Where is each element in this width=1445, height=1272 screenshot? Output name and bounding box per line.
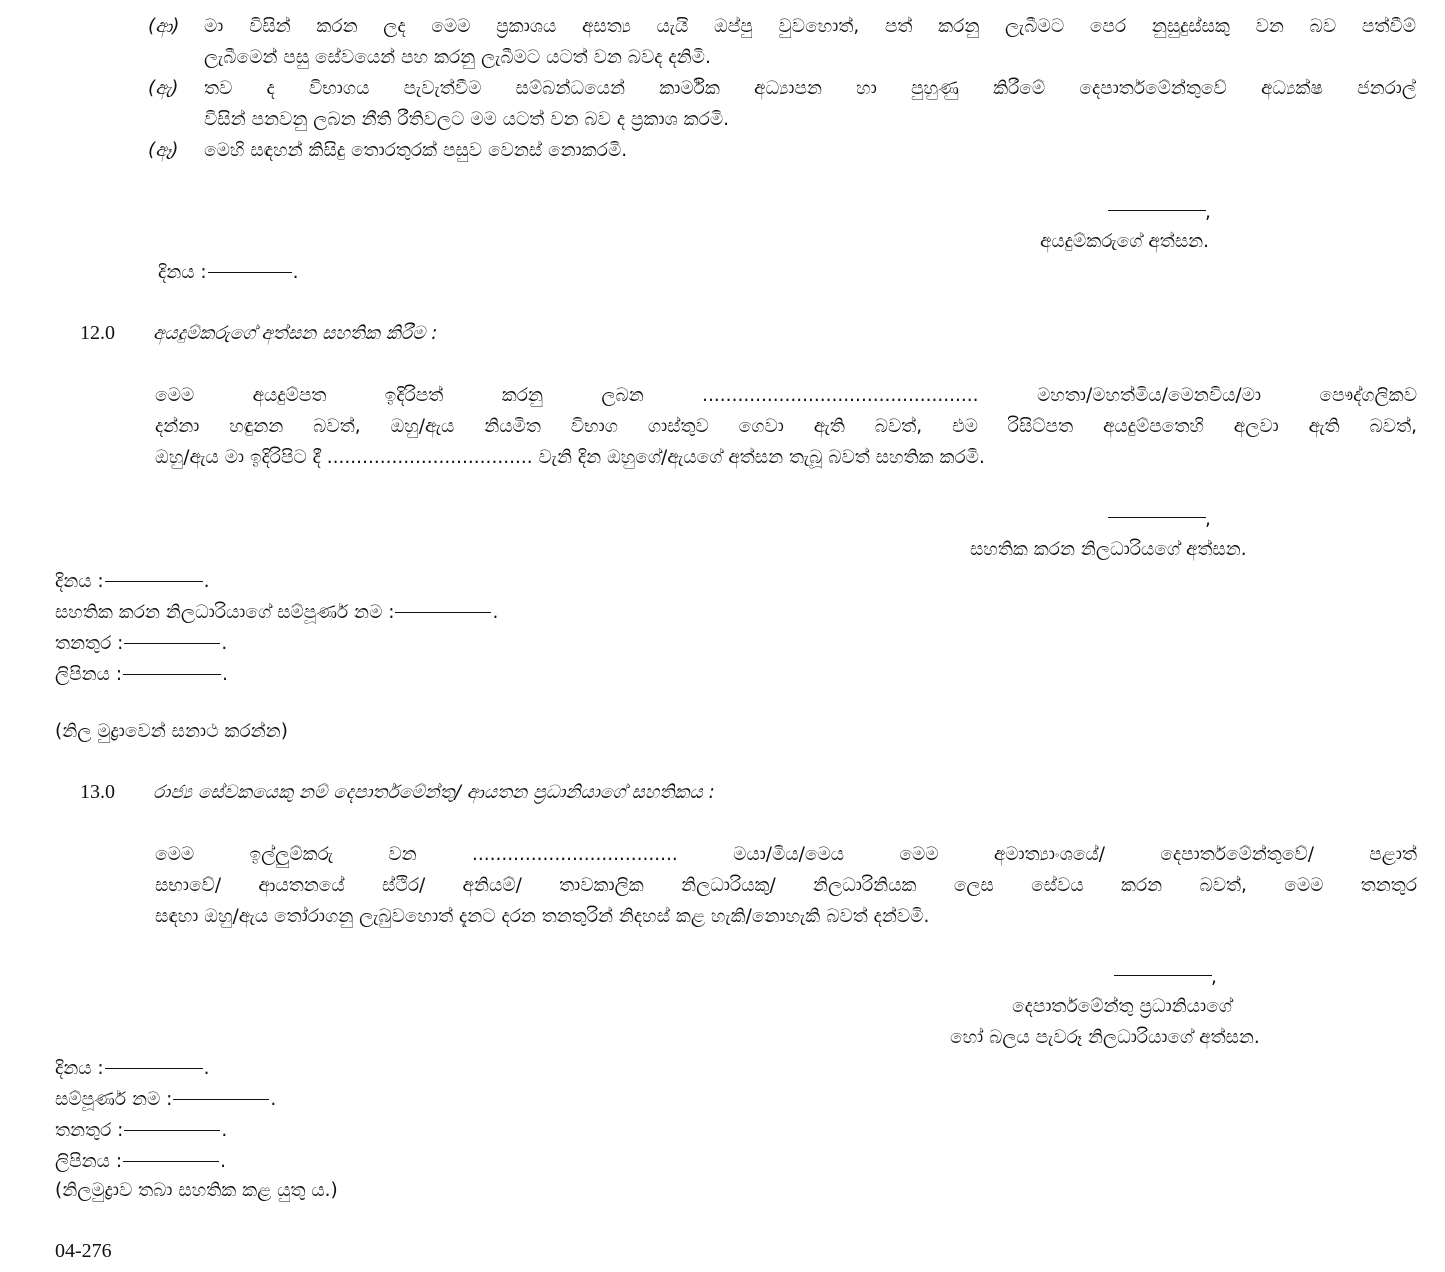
authorized-officer-signature-label: හෝ බලය පැවරූ නිලධාරියාගේ අත්සන.: [950, 1027, 1260, 1048]
field-end: .: [222, 664, 228, 685]
declaration-text-line: මා විසින් කරන ලද මෙම ප්‍රකාශය අසත්‍ය යැයි ඔප්පු වුවහොත්, පත් කරනු ලැබීමට පෙර නුසුදුස්සකු වන බව පත්වීම්: [204, 16, 1416, 37]
field-end: .: [220, 1151, 226, 1172]
declaration-text-line: මෙහි සඳහන් කිසිදු තොරතුරක් පසුව වෙනස් නොකරමි.: [204, 140, 628, 161]
form-code: 04-276: [55, 1240, 112, 1262]
declaration-text-line: ලැබීමෙන් පසු සේවයෙන් පහ කරනු ලැබීමට යටත් වන බවද දනිමි.: [204, 47, 711, 68]
declaration-item: [148, 11, 200, 42]
field-label: තනතුර :: [55, 633, 124, 654]
field-blank-line[interactable]: [124, 1129, 220, 1131]
department-head-signature-line: [1114, 975, 1212, 976]
form-field-full-name: [55, 1084, 276, 1115]
form-field-designation: [55, 1115, 227, 1146]
field-label: තනතුර :: [55, 1120, 124, 1141]
declaration-text-line: තව ද විභාගය පැවැත්වීම සම්බන්ධයෙන් කාර්මික අධ්‍යාපන හා පුහුණු කිරීමේ දෙපාර්තමේන්තුවේ අධ්‍යක්ෂ ජනරාල්: [204, 78, 1416, 99]
field-end: .: [203, 1058, 210, 1079]
field-label: සහතික කරන නිලධාරියාගේ සම්පූර්ණ නම :: [55, 602, 395, 623]
form-field-address: [55, 1146, 226, 1177]
certifying-officer-signature-line: [1108, 517, 1206, 518]
signature-comma: ,: [1211, 967, 1217, 988]
date-blank-line[interactable]: [208, 271, 292, 273]
certifying-officer-signature-label: සහතික කරන නිලධාරියගේ අත්සන.: [970, 539, 1247, 560]
section-title: රාජ්‍ය සේවකයෙකු නම් දෙපාර්තමේන්තු/ ආයතන ප්‍රධානියාගේ සහතිකය :: [153, 782, 715, 803]
field-blank-line[interactable]: [173, 1098, 269, 1100]
field-end: .: [221, 1120, 228, 1141]
field-label: ලිපිනය :: [55, 1151, 123, 1172]
field-blank-line[interactable]: [123, 1160, 219, 1162]
signature-comma: ,: [1205, 202, 1211, 223]
field-label: ලිපිනය :: [55, 664, 123, 685]
field-blank-line[interactable]: [105, 580, 203, 582]
paragraph-line: සඳහා ඔහු/ඇය තෝරාගනු ලැබුවහොත් දැනට දරන තනතුරින් නිදහස් කළ හැකි/නොහැකි බවත් දන්වමි.: [155, 906, 930, 927]
declaration-marker: (ඇ): [148, 78, 179, 99]
declaration-marker: (ආ): [148, 16, 180, 37]
form-field-address: [55, 659, 228, 690]
section-title: අයදුම්කරුගේ අත්සන සහතික කිරීම :: [153, 323, 438, 344]
declaration-text-line: විසින් පනවනු ලබන නීති රීතිවලට මම යටත් වන බව ද ප්‍රකාශ කරමි.: [204, 109, 730, 130]
date-label: දිනය :: [158, 262, 207, 283]
field-end: .: [292, 262, 299, 283]
field-end: .: [492, 602, 499, 623]
form-field-date: [55, 1053, 210, 1084]
department-head-signature-label: දෙපාර්තමේන්තු ප්‍රධානියාගේ: [1012, 996, 1233, 1017]
field-blank-line[interactable]: [124, 642, 220, 644]
section-number: 13.0: [80, 781, 115, 803]
form-field-date: [55, 566, 210, 597]
declaration-item: [148, 73, 200, 104]
signature-comma: ,: [1205, 509, 1211, 530]
field-label: දිනය :: [55, 571, 104, 592]
seal-note: (නිල මුද්‍රාවෙන් සනාථ කරන්න): [55, 721, 288, 742]
paragraph-line: දන්නා හඳුනන බවත්, ඔහු/ඇය නියමිත විභාග ගාස්තුව ගෙවා ඇති බවත්, එම රිසිට්පත අයදුම්පතෙහි අලවා ඇති බවත්,: [155, 416, 1417, 437]
field-end: .: [221, 633, 228, 654]
declaration-item: [148, 135, 200, 166]
paragraph-line: ඔහු/ඇය මා ඉදිරිපිට දී ................................... වැනි දින ඔහුගේ/ඇයගේ අත්සන තැබූ බවත් සහතික කරමි.: [155, 447, 985, 468]
seal-note: (නිලමුද්‍රාව තබා සහතික කළ යුතු ය.): [55, 1180, 338, 1201]
field-label: දිනය :: [55, 1058, 104, 1079]
declaration-marker: (ඈ): [148, 140, 179, 161]
paragraph-line: සභාවේ/ ආයතනයේ ස්ථිර/ අනියම්/ තාවකාලික නිලධාරියකු/ නිලධාරිනියක ලෙස සේවය කරන බවත්, මෙම තනතුර: [155, 875, 1417, 896]
field-blank-line[interactable]: [105, 1067, 203, 1069]
paragraph-line: මෙම අයදුම්පත ඉදිරිපත් කරනු ලබන ............................................... මහතා/මහත්මිය/මෙනවිය/මා පෞද්ගලිකව: [155, 385, 1417, 406]
form-field-full-name: [55, 597, 498, 628]
date-field: [158, 257, 299, 288]
field-blank-line[interactable]: [395, 611, 491, 613]
section-number: 12.0: [80, 322, 115, 344]
applicant-signature-line: [1108, 210, 1206, 211]
field-blank-line[interactable]: [123, 673, 221, 675]
field-end: .: [203, 571, 210, 592]
field-end: .: [270, 1089, 277, 1110]
field-label: සම්පූර්ණ නම :: [55, 1089, 173, 1110]
applicant-signature-label: අයදුම්කරුගේ අත්සන.: [1040, 231, 1210, 252]
paragraph-line: මෙම ඉල්ලුම්කරු වන ................................... මයා/මිය/මෙය මෙම අමාත්‍යාංශයේ/ දෙපාර්තමේන්තුවේ/ පළාත්: [155, 844, 1417, 865]
form-field-designation: [55, 628, 227, 659]
